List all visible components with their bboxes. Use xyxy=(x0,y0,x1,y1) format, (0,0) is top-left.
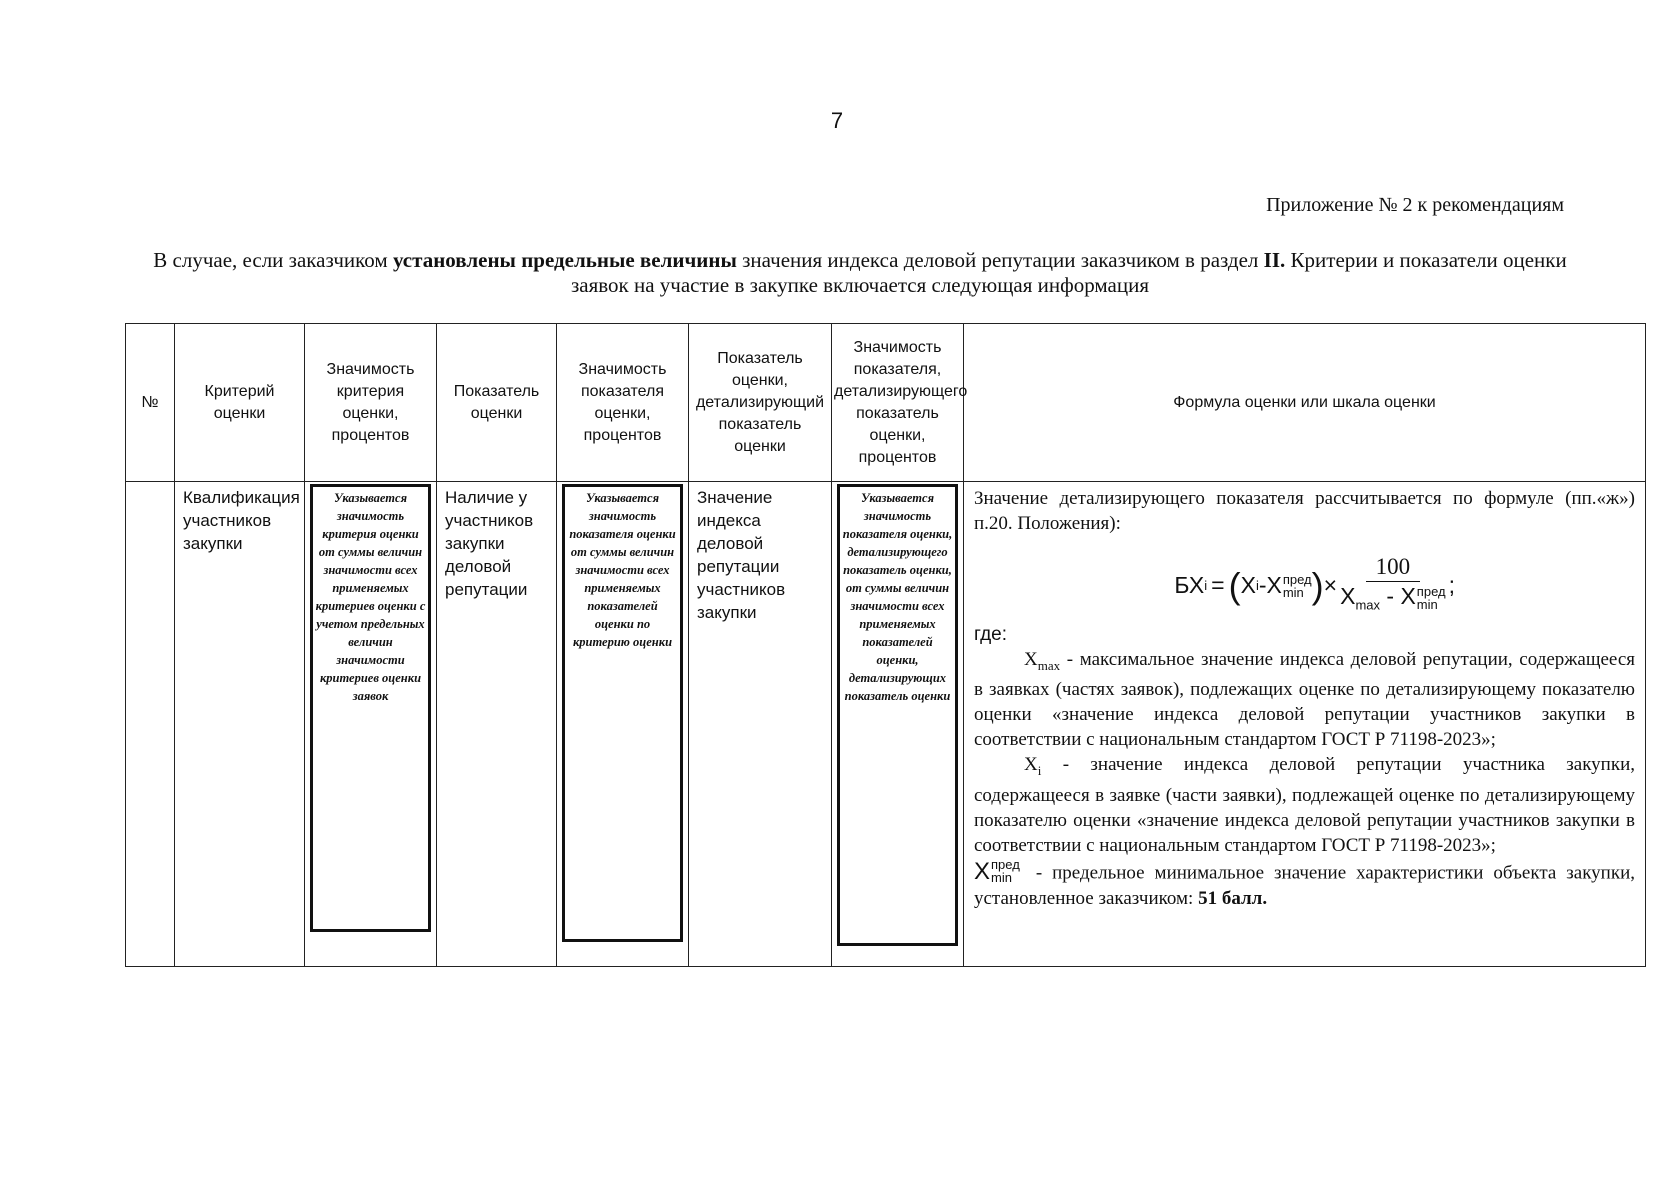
cell-criterion xyxy=(175,482,305,967)
formula-open-paren: ( xyxy=(1228,565,1241,607)
formula-minus: - xyxy=(1258,572,1267,599)
header-detail-weight: Значимость показателя, детализирующего показатель оценки, процентов xyxy=(832,324,964,482)
criteria-table xyxy=(125,323,1646,967)
den-x2: X xyxy=(1400,583,1416,609)
appendix-label: Приложение № 2 к рекомендациям xyxy=(1266,194,1564,216)
pred-label: пред xyxy=(1282,571,1312,587)
xmax-description xyxy=(974,647,1635,753)
den-pred-label: пред xyxy=(1416,583,1446,599)
xmin-symbol xyxy=(974,858,1020,884)
formula-x-sub: i xyxy=(1255,578,1259,594)
den-xmin-script xyxy=(1417,585,1446,611)
table-header-row xyxy=(126,324,1646,482)
formula-x: X xyxy=(1240,572,1256,599)
intro-text-2: значения индекса деловой репутации заказчиком в раздел xyxy=(736,248,1264,272)
cell-formula xyxy=(964,482,1646,967)
xmin-script xyxy=(991,858,1020,884)
intro-text-3: Критерии и показатели оценки заявок на участие в закупке включается следующая информация xyxy=(570,248,1567,297)
xi-sub: i xyxy=(1037,763,1042,779)
indicator-weight-box: Указывается значимость показателя оценки от суммы величин значимости всех применяемых показателей оценки по критерию оценки xyxy=(562,484,683,942)
xmin-x: X xyxy=(974,857,991,885)
formula-eq: = xyxy=(1211,572,1225,599)
intro-bold-2: II. xyxy=(1263,248,1286,272)
den-x: X xyxy=(1340,583,1356,609)
cell-indicator xyxy=(437,482,557,967)
xmin-text: - предельное минимальное значение характеристики объекта закупки, установленное заказчиком: xyxy=(974,862,1635,909)
header-formula: Формула оценки или шкала оценки xyxy=(964,324,1646,482)
den-minus: - xyxy=(1380,583,1401,609)
formula-xmin: X xyxy=(1266,572,1282,599)
intro-bold-1: установлены предельные величины xyxy=(392,248,737,272)
header-detail-indicator: Показатель оценки, детализирующий показатель оценки xyxy=(689,324,832,482)
header-number: № xyxy=(126,324,175,482)
indicator-text: Наличие у участников закупки деловой репутации xyxy=(445,488,534,599)
intro-paragraph xyxy=(150,248,1570,298)
fraction-numerator: 100 xyxy=(1366,554,1421,582)
formula-end: ; xyxy=(1448,572,1455,599)
xmin-description xyxy=(974,858,1635,911)
den-max: max xyxy=(1355,597,1380,613)
detail-weight-box: Указывается значимость показателя оценки, детализирующего показатель оценки, от суммы величин значимости всех применяемых показателей оценки, детализирующих показатель оценки xyxy=(837,484,958,946)
formula-where: где: xyxy=(974,623,1008,645)
fraction-denominator xyxy=(1340,582,1446,618)
xmin-min: min xyxy=(991,870,1012,886)
min-label: min xyxy=(1282,584,1304,600)
formula-intro: Значение детализирующего показателя рассчитывается по формуле (пп.«ж») п.20. Положения): xyxy=(974,488,1635,534)
cell-criterion-weight xyxy=(305,482,437,967)
page-number: 7 xyxy=(830,108,844,133)
xi-text: - значение индекса деловой репутации участника закупки, содержащееся в заявке (части заявки), подлежащей оценке по детализирующему показателю оценки «значение индекса деловой репутации участников закупки в соответствии с национальным стандартом ГОСТ Р 71198-2023»; xyxy=(974,754,1635,857)
detail-indicator-text: Значение индекса деловой репутации участников закупки xyxy=(697,488,786,622)
formula-xmin-script xyxy=(1283,573,1312,599)
xmin-value: 51 балл. xyxy=(1198,887,1268,909)
table-row xyxy=(126,482,1646,967)
xmax-sym: X xyxy=(1024,648,1038,670)
den-min-label: min xyxy=(1416,596,1438,612)
cell-detail-weight xyxy=(832,482,964,967)
formula-lhs-sub: i xyxy=(1204,578,1208,594)
header-criterion-weight: Значимость критерия оценки, процентов xyxy=(305,324,437,482)
cell-number xyxy=(126,482,175,967)
header-indicator-weight: Значимость показателя оценки, процентов xyxy=(557,324,689,482)
formula-block xyxy=(964,482,1645,915)
header-criterion: Критерий оценки xyxy=(175,324,305,482)
xmax-text: - максимальное значение индекса деловой репутации, содержащееся в заявках (частях заявок), подлежащих оценке по детализирующему показателю оценки «значение индекса деловой репутации участников закупки в соответствии с национальным стандартом ГОСТ Р 71198-2023»; xyxy=(974,648,1635,751)
xi-sym: X xyxy=(1024,754,1038,776)
intro-text-1: В случае, если заказчиком xyxy=(153,248,393,272)
xmin-pred: пред xyxy=(991,857,1020,873)
formula-expression xyxy=(974,554,1635,618)
formula-close-paren: ) xyxy=(1311,565,1324,607)
xmax-sub: max xyxy=(1037,657,1061,673)
cell-indicator-weight xyxy=(557,482,689,967)
formula-times: × xyxy=(1323,572,1338,599)
xi-description xyxy=(974,752,1635,858)
criterion-text: Квалификация участников закупки xyxy=(183,488,300,553)
criterion-weight-box: Указывается значимость критерия оценки от суммы величин значимости всех применяемых критериев оценки с учетом предельных величин значимости критериев оценки заявок xyxy=(310,484,431,932)
cell-detail-indicator xyxy=(689,482,832,967)
formula-fraction xyxy=(1340,554,1446,618)
formula-lhs: БХ xyxy=(1174,572,1205,599)
header-indicator: Показатель оценки xyxy=(437,324,557,482)
